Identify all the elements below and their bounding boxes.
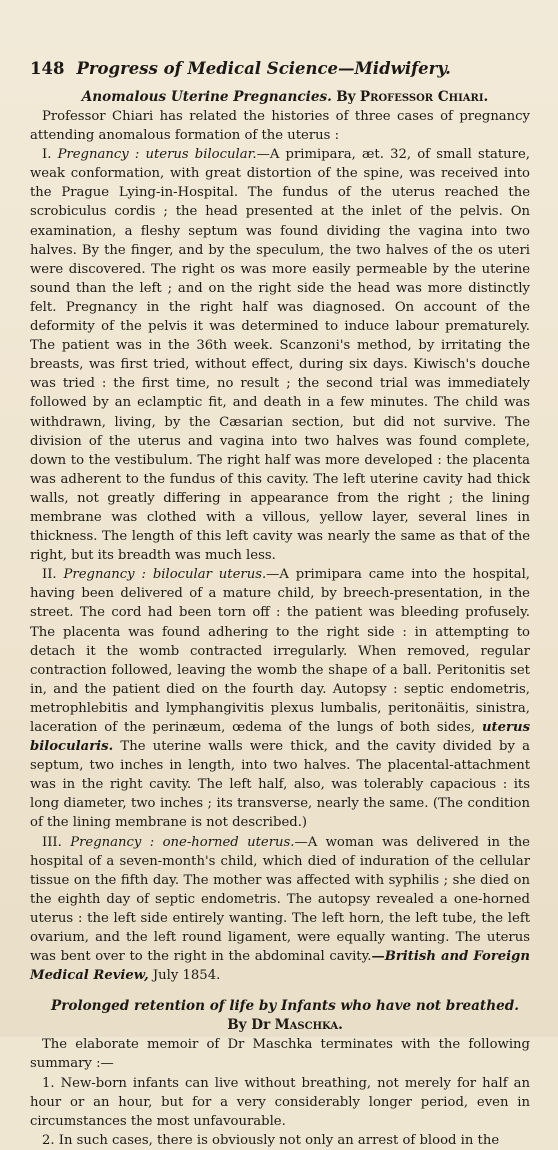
case1-paragraph (30, 145, 530, 565)
page-body (30, 88, 530, 1150)
case2-term: uterus bilocularis. (30, 720, 530, 755)
case2-label: Pregnancy : bilocular uterus. (63, 567, 267, 583)
article1-byline-prefix: By (336, 89, 356, 105)
article1-title: Anomalous Uterine Pregnancies. (81, 89, 332, 105)
running-head: Progress of Medical Science—Midwifery. (76, 59, 451, 78)
article1-heading (30, 88, 530, 107)
article2-byline-prefix: By Dr (227, 1017, 271, 1034)
article2-byline (40, 1016, 530, 1035)
case2-number: II. (42, 567, 57, 583)
article1-intro: Professor Chiari has related the histories of three cases of pregnancy attending anomalous formation of the uterus : (30, 109, 530, 144)
article2-item-2: 2. In such cases, there is obviously not only an arrest of blood in the (42, 1132, 500, 1148)
article2-title: Prolonged retention of life by Infants who have not breathed. (51, 998, 519, 1015)
case3-number: III. (42, 834, 62, 850)
section-gap (30, 985, 530, 997)
case1-number: I. (42, 147, 52, 163)
case2-text-a: —A primipara came into the hospital, having been delivered of a mature child, by breech-presentation, in the street. The cord had been torn off : the patient was bleeding profusely. The placenta was found adhering to the right side : in attempting to detach it the womb contracted irregularly. When removed, regular contraction followed, leaving the womb the shape of a ball. Peritonitis set in, and the patient died on the fourth day. Autopsy : septic endometris, metrophlebitis and lymphangivitis plexus lumbalis, peritonäitis, sinistra, laceration of the perinæum, œdema of the lungs of both sides, (30, 567, 530, 735)
article2-heading (30, 997, 530, 1035)
article1-source: —British and Foreign Medical Review, (30, 949, 530, 984)
case1-label: Pregnancy : uterus bilocular. (57, 147, 257, 163)
case1-text: —A primipara, æt. 32, of small stature, weak conformation, with great distortion of the spine, was received into the Prague Lying-in-Hospital. The fundus of the uterus reached the scrobiculus cordis ; the head presented at the inlet of the pelvis. On examination, a fleshy septum was found dividing the vagina into two halves. By the finger, and by the speculum, the two halves of the os uteri were discovered. The right os was more easily permeable by the uterine sound than the left ; and on the right side the head was more distinctly felt. Pregnancy in the right half was diagnosed. On account of the deformity of the pelvis it was determined to induce labour prematurely. The patient was in the 36th week. Scanzoni's method, by irritating the breasts, was first tried, without effect, during six days. Kiwisch's douche was tried : the first time, no result ; the second trial was immediately followed by an eclamptic fit, and death in a few minutes. The child was withdrawn, living, by the Cæsarian section, but did not survive. The division of the uterus and vagina into two halves was found complete, down to the vestibulum. The right half was more developed : the placenta was adherent to the fundus of this cavity. The left uterine cavity had thick walls, not greatly differing in appearance from the right ; the lining membrane was clothed with a villous, yellow layer, several lines in thickness. The length of this left cavity was nearly the same as that of the right, but its breadth was much less. (30, 147, 530, 564)
case2-text-b: The uterine walls were thick, and the cavity divided by a septum, two inches in length, into two halves. The placental-attachment was in the right cavity. The left half, also, was tolerably capacious : its long diameter, two inches ; its transverse, nearly the same. (The condition of the lining membrane is not described.) (30, 739, 530, 831)
article2-author: Maschka. (274, 1017, 343, 1034)
article1-author: Professor Chiari. (359, 89, 489, 105)
article2-intro: The elaborate memoir of Dr Maschka terminates with the following summary :— (30, 1037, 530, 1072)
case3-label: Pregnancy : one-horned uterus. (70, 834, 295, 850)
case3-paragraph (30, 833, 530, 986)
case2-paragraph (30, 565, 530, 832)
page-number: 148 (30, 59, 65, 78)
article1-source-date: July 1854. (152, 968, 221, 984)
article2-item-1: 1. New-born infants can live without breathing, not merely for half an hour or an hour, but for a very considerably longer period, even in circumstances the most unfavourable. (30, 1075, 530, 1129)
page-header (30, 58, 530, 80)
case3-text: —A woman was delivered in the hospital of a seven-month's child, which died of induration of the cellular tissue on the fifth day. The mother was affected with syphilis ; she died on the eighth day of septic endometris. The autopsy revealed a one-horned uterus : the left side entirely wanting. The left horn, the left tube, the left ovarium, and the left round ligament, were equally wanting. The uterus was bent over to the right in the abdominal cavity. (30, 834, 530, 965)
